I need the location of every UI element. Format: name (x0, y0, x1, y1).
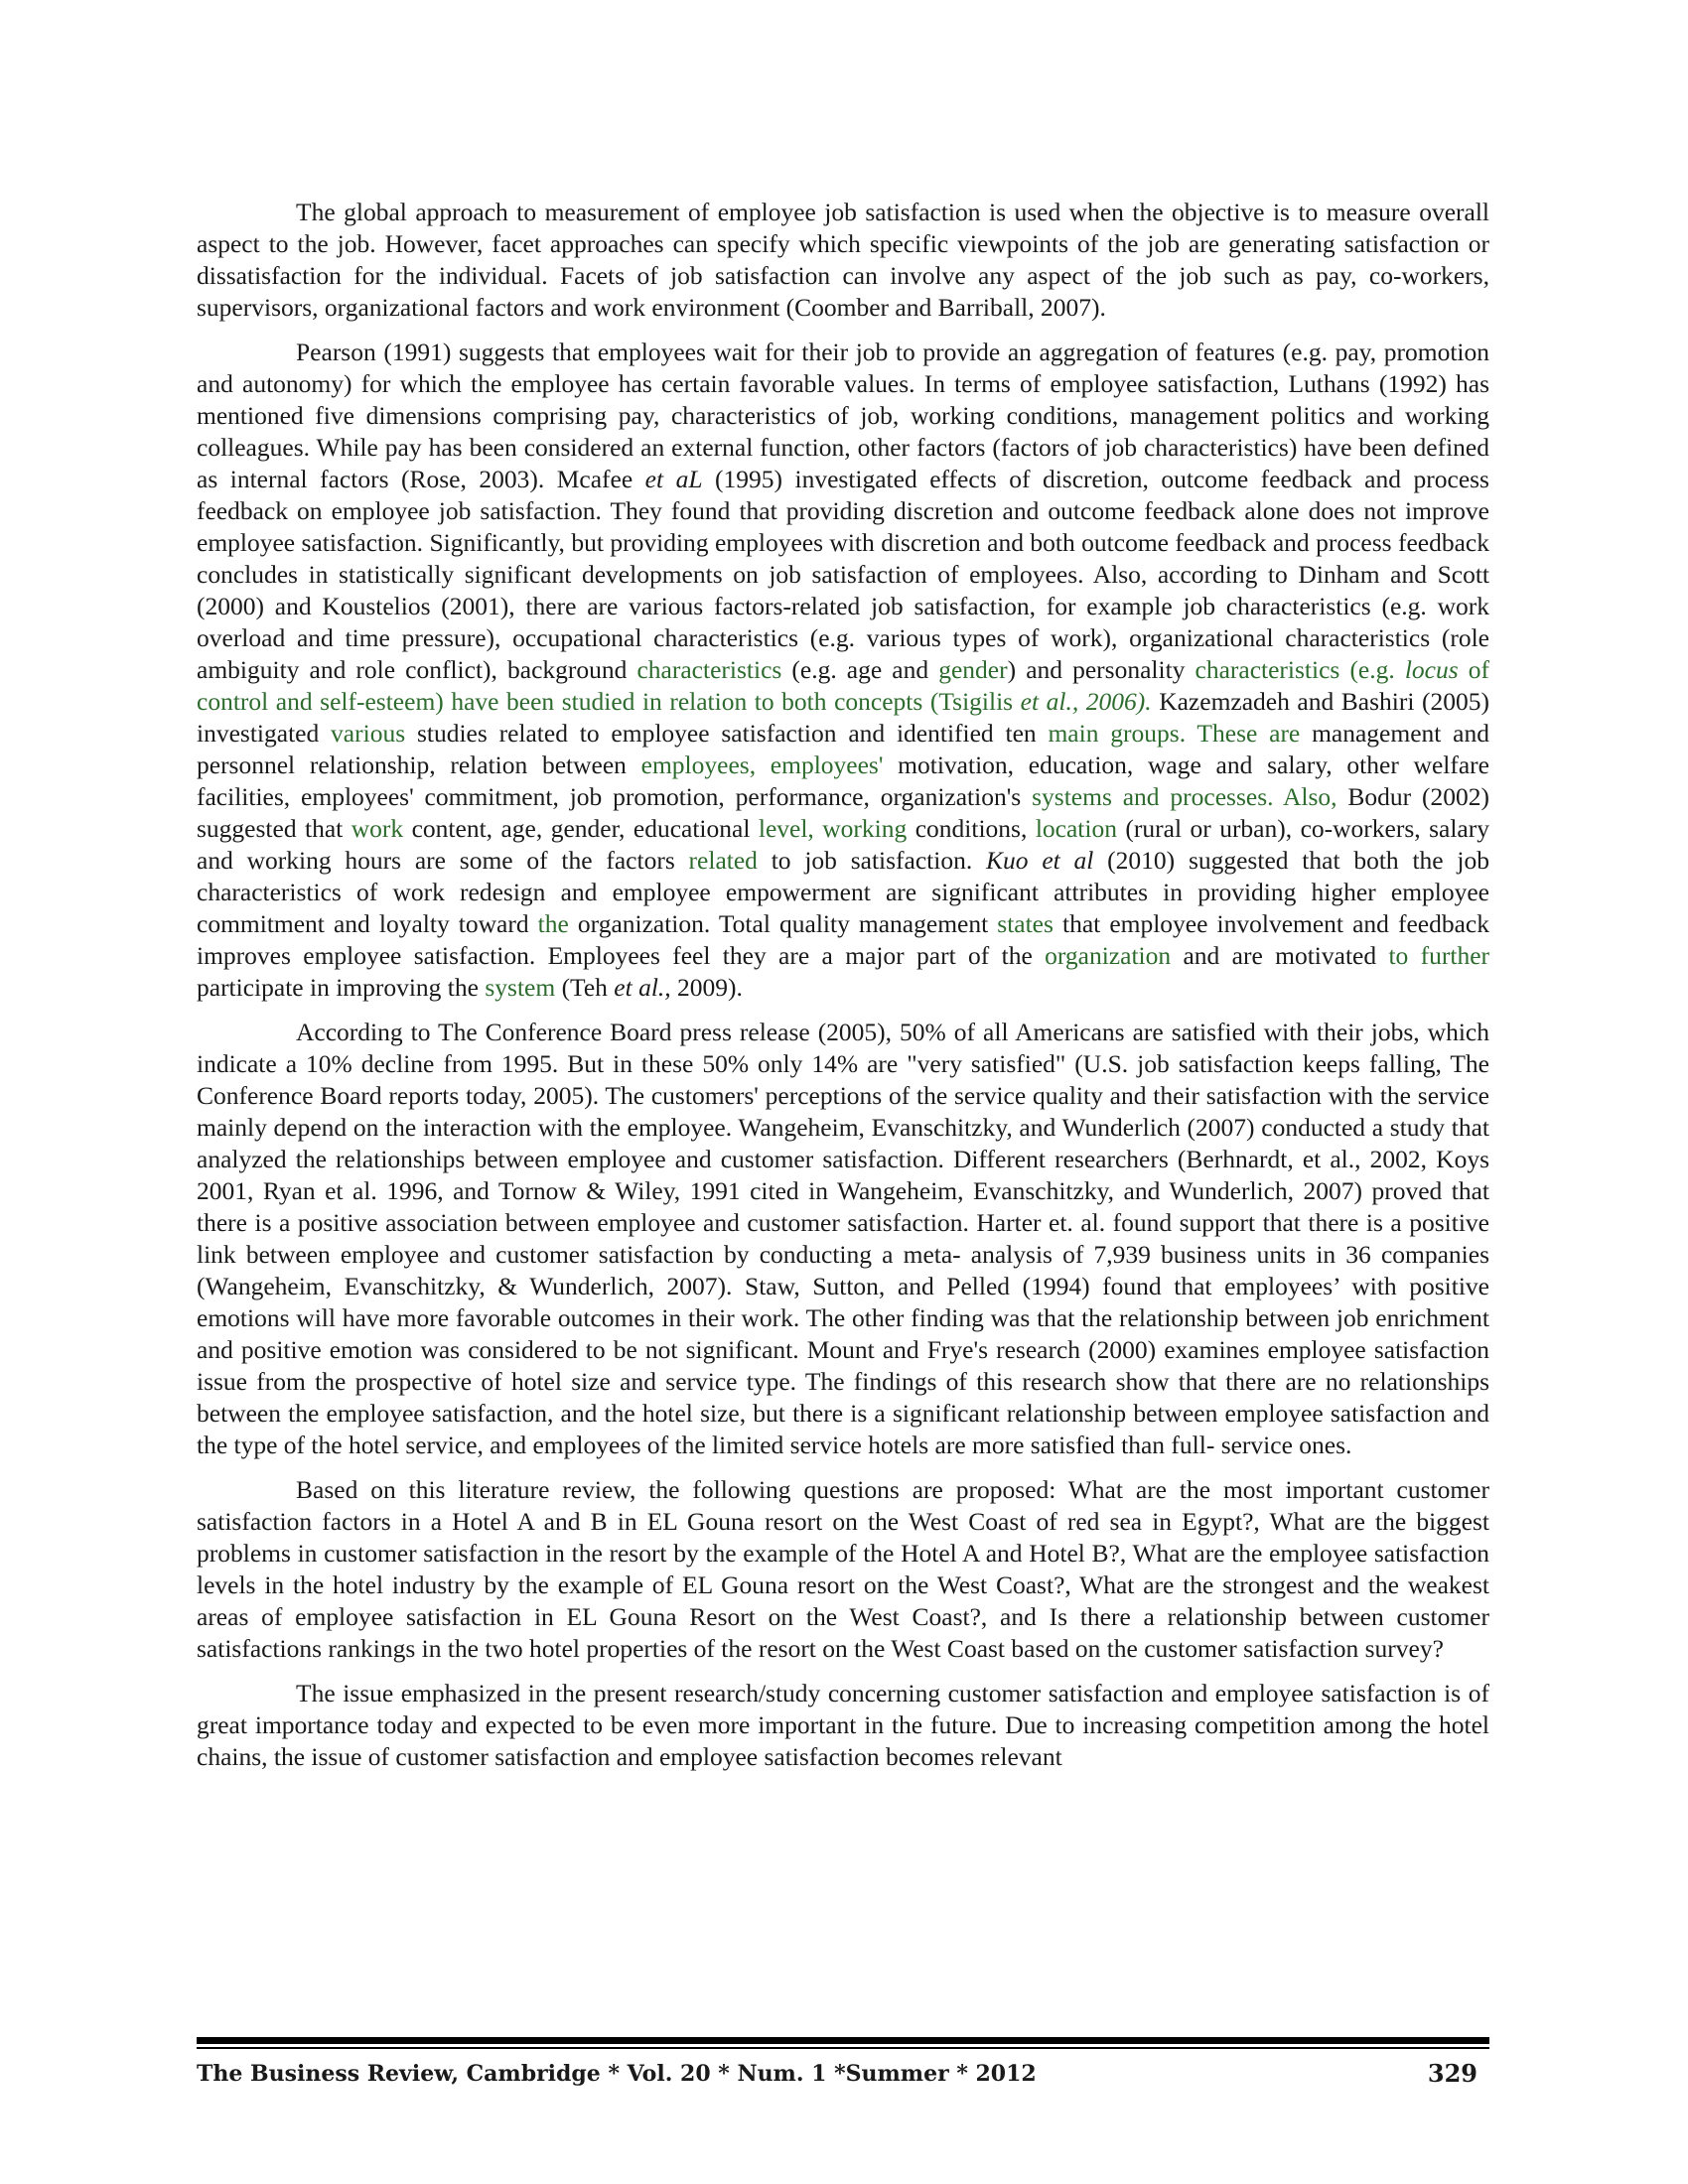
footer-rule-thin (197, 2047, 1489, 2049)
text-run: the (537, 909, 569, 938)
text-run: content, age, gender, educational (403, 814, 759, 843)
text-run: management and personnel relationship, relation between (197, 719, 1489, 779)
page-number: 329 (1427, 2059, 1477, 2088)
text-run: that employee involvement and feedback improves employee satisfaction. Employees feel they are a major part of the (197, 909, 1489, 970)
text-run: Based on this literature review, the following questions are proposed: What are the most important customer satisfaction factors in a Hotel A and B in EL Gouna resort on the West Coast of red sea in Egypt?, What are the biggest problems in customer satisfaction in the resort by the example of the Hotel A and Hotel B?, What are the employee satisfaction levels in the hotel industry by the example of EL Gouna resort on the West Coast?, What are the strongest and the weakest areas of employee satisfaction in EL Gouna Resort on the West Coast?, and Is there a relationship between customer satisfactions rankings in the two hotel properties of the resort on the West Coast based on the customer satisfaction survey? (197, 1475, 1489, 1663)
paragraph-research-questions (197, 1474, 1489, 1665)
text-run: organization (1045, 941, 1172, 970)
text-run: (1995) investigated effects of discretion, outcome feedback and process feedback on employee job satisfaction. They found that providing discretion and outcome feedback alone does not improve employee satisfaction. Significantly, but providing employees with discretion and both outcome feedback and process feedback concludes in statistically significant developments on job satisfaction of employees. Also, according to Dinham and Scott (2000) and Koustelios (2001), there are various factors-related job satisfaction, for example job characteristics (e.g. work overload and time pressure), occupational characteristics (e.g. various types of work), organizational characteristics (role ambiguity and role conflict), background (197, 465, 1489, 684)
text-run: systems and processes. Also, (1032, 782, 1337, 811)
text-run: The global approach to measurement of employee job satisfaction is used when the objective is to measure overall aspect to the job. However, facet approaches can specify which specific viewpoints of the job are generating satisfaction or dissatisfaction for the individual. Facets of job satisfaction can involve any aspect of the job such as pay, co-workers, supervisors, organizational factors and work environment (Coomber and Barriball, 2007). (197, 198, 1489, 322)
text-run: characteristics (636, 655, 782, 684)
text-run: (2010) suggested that both the job characteristics of work redesign and employee empowerment are significant attributes in providing higher employee commitment and loyalty toward (197, 846, 1489, 938)
text-run: The issue emphasized in the present research/study concerning customer satisfaction and employee satisfaction is of great importance today and expected to be even more important in the future. Due to increasing competition among the hotel chains, the issue of customer satisfaction and employee satisfaction becomes relevant (197, 1679, 1489, 1771)
text-run: motivation, education, wage and salary, other welfare facilities, employees' commitment, job promotion, performance, organization's (197, 751, 1489, 811)
journal-citation: The Business Review, Cambridge * Vol. 20 * Num. 1 *Summer * 2012 (197, 2061, 1037, 2087)
text-run: characteristics (e.g. (1195, 655, 1405, 684)
paragraph-pearson (197, 337, 1489, 1004)
text-run: According to The Conference Board press release (2005), 50% of all Americans are satisfied with their jobs, which indicate a 10% decline from 1995. But in these 50% only 14% are "very satisfied" (U.S. job satisfaction keeps falling, The Conference Board reports today, 2005). The customers' perceptions of the service quality and their satisfaction with the service mainly depend on the interaction with the employee. Wangeheim, Evanschitzky, and Wunderlich (2007) conducted a study that analyzed the relationships between employee and customer satisfaction. Different researchers (Berhnardt, et al., 2002, Koys 2001, Ryan et al. 1996, and Tornow & Wiley, 1991 cited in Wangeheim, Evanschitzky, and Wunderlich, 2007) proved that there is a positive association between employee and customer satisfaction. Harter et. al. found support that there is a positive link between employee and customer satisfaction by conducting a meta- analysis of 7,939 business units in 36 companies (Wangeheim, Evanschitzky, & Wunderlich, 2007). Staw, Sutton, and Pelled (1994) found that employees’ with positive emotions will have more favorable outcomes in their work. The other finding was that the relationship between job enrichment and positive emotion was considered to be not significant. Mount and Frye's research (2000) examines employee satisfaction issue from the prospective of hotel size and service type. The findings of this research show that there are no relationships between the employee satisfaction, and the hotel size, but there is a significant relationship between employee satisfaction and the type of the hotel service, and employees of the limited service hotels are more satisfied than full- service ones. (197, 1018, 1489, 1459)
text-run: (Teh (555, 973, 615, 1002)
text-run: et al., 2006). (1020, 687, 1152, 716)
paragraph-conference-board (197, 1017, 1489, 1461)
text-run: locus (1404, 655, 1459, 684)
paragraph-global-approach (197, 197, 1489, 324)
text-run: Bodur (2002) suggested that (197, 782, 1490, 843)
text-run: location (1035, 814, 1117, 843)
text-run: level, working (758, 814, 908, 843)
text-run: (rural or urban), co-workers, salary and working hours are some of the factors (197, 814, 1489, 875)
text-run: employees, employees' (640, 751, 884, 779)
text-run: and are motivated (1171, 941, 1389, 970)
text-run: various (331, 719, 406, 748)
text-run: of control and self-esteem) have been studied in relation to both concepts (Tsigilis (197, 655, 1490, 716)
article-body (197, 197, 1489, 1786)
text-run: conditions, (907, 814, 1036, 843)
text-run: system (485, 973, 556, 1002)
text-run: Kuo et al (986, 846, 1094, 875)
text-run: (e.g. age and (781, 655, 939, 684)
page-footer (197, 2055, 1489, 2095)
text-run: main groups. These are (1048, 719, 1301, 748)
text-run: organization. Total quality management (568, 909, 998, 938)
text-run: studies related to employee satisfaction and identified ten (405, 719, 1049, 748)
text-run: Kazemzadeh and Bashiri (2005) investigated (197, 687, 1490, 748)
text-run: Pearson (1991) suggests that employees wait for their job to provide an aggregation of features (e.g. pay, promotion and autonomy) for which the employee has certain favorable values. In terms of employee satisfaction, Luthans (1992) has mentioned five dimensions comprising pay, characteristics of job, working conditions, management politics and working colleagues. While pay has been considered an external function, other factors (factors of job characteristics) have been defined as internal factors (Rose, 2003). Mcafee (197, 338, 1489, 493)
text-run: ) and personality (1007, 655, 1196, 684)
text-run: gender (938, 655, 1008, 684)
text-run: 2009). (670, 973, 743, 1002)
paragraph-issue-emphasized (197, 1678, 1489, 1773)
text-run: related (688, 846, 758, 875)
text-run: work (351, 814, 404, 843)
text-run: et aL (644, 465, 703, 493)
text-run: participate in improving the (197, 973, 486, 1002)
text-run: states (997, 909, 1054, 938)
text-run: et al., (614, 973, 671, 1002)
footer-rule-thick (197, 2037, 1489, 2044)
text-run: to further (1388, 941, 1490, 970)
text-run: to job satisfaction. (757, 846, 987, 875)
